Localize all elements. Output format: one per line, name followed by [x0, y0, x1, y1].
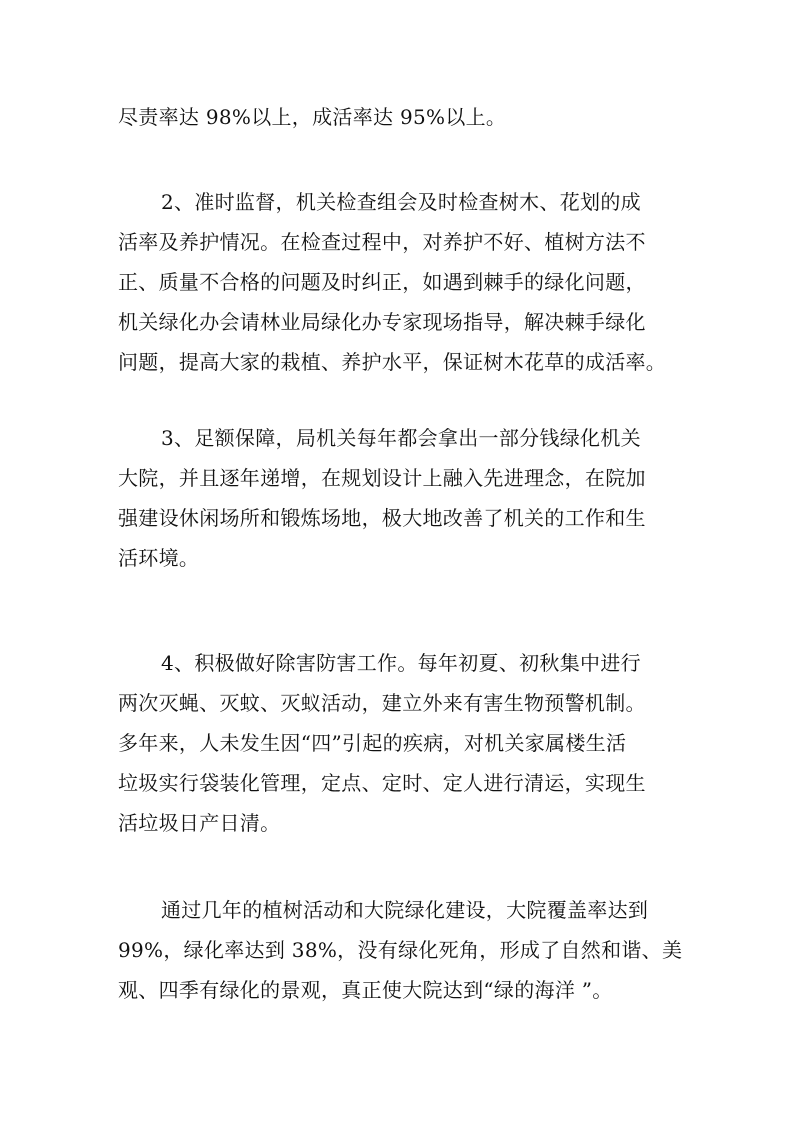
paragraph-4-pest-control	[118, 643, 688, 843]
text-line: 3、足额保障，局机关每年都会拿出一部分钱绿化机关	[161, 426, 641, 450]
paragraph-5-summary	[118, 890, 688, 1010]
text-line: 活率及养护情况。在检查过程中，对养护不好、植树方法不	[118, 230, 646, 254]
text-line: 问题，提高大家的栽植、养护水平，保证树木花草的成活率。	[118, 350, 667, 374]
text-line: 通过几年的植树活动和大院绿化建设，大院覆盖率达到	[161, 898, 649, 922]
text-line: 活垃圾日产日清。	[118, 811, 281, 835]
text-line: 观、四季有绿化的景观，真正使大院达到“绿的海洋 ”。	[118, 978, 613, 1002]
paragraph-3-funding	[118, 418, 688, 578]
text-line: 正、质量不合格的问题及时纠正，如遇到棘手的绿化问题，	[118, 270, 646, 294]
paragraph-2-supervision	[118, 182, 688, 382]
text-line: 机关绿化办会请林业局绿化办专家现场指导，解决棘手绿化	[118, 310, 646, 334]
text-line: 99%，绿化率达到 38%，没有绿化死角，形成了自然和谐、美	[118, 938, 683, 962]
text-line: 多年来，人未发生因“四”引起的疾病，对机关家属楼生活	[118, 731, 627, 755]
text-line: 两次灭蝇、灭蚊、灭蚁活动，建立外来有害生物预警机制。	[118, 691, 646, 715]
text-line: 4、积极做好除害防害工作。每年初夏、初秋集中进行	[161, 651, 641, 675]
text-line: 2、准时监督，机关检查组会及时检查树木、花划的成	[161, 190, 641, 214]
text-line: 垃圾实行袋装化管理，定点、定时、定人进行清运，实现生	[118, 771, 646, 795]
text-line: 大院，并且逐年递增，在规划设计上融入先进理念，在院加	[118, 466, 646, 490]
text-line: 活环境。	[118, 546, 200, 570]
paragraph-1-continuation	[118, 97, 688, 137]
text-line: 强建设休闲场所和锻炼场地，极大地改善了机关的工作和生	[118, 506, 646, 530]
text-line: 尽责率达 98%以上，成活率达 95%以上。	[118, 105, 507, 129]
